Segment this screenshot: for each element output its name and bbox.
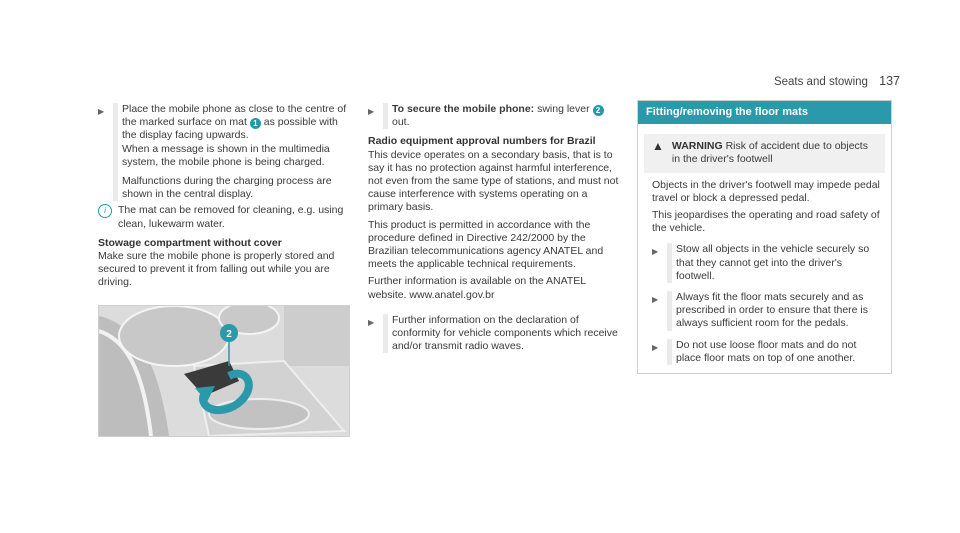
step-body: Always fit the floor mats securely and as prescribed in order to ensure that there is always sufficient room for the pedals. (667, 291, 881, 331)
step-secure-phone (368, 103, 620, 129)
warning-triangle-icon: ▲ (652, 139, 664, 154)
step-arrow-icon: ▶ (652, 247, 659, 257)
panel-title: Fitting/removing the floor mats (638, 101, 891, 124)
panel-body (638, 173, 891, 373)
step-declaration (368, 314, 620, 354)
body-text: Objects in the driver's footwell may impede pedal travel or block a depressed pedal. (652, 178, 880, 204)
body-text: This device operates on a secondary basis, that is to say it has no protection against harmful interference, not even from the same type of stations, and must not cause interference with systems operating on a primary basis. (368, 148, 619, 214)
page-number: 137 (879, 74, 900, 88)
step-text: Further information on the declaration of conformity for vehicle components which receive and/or transmit radio waves. (392, 313, 618, 353)
step-arrow-icon: ▶ (98, 107, 105, 116)
body-text: Further information is available on the ANATEL website. www.anatel.gov.br (368, 275, 586, 301)
column-1 (98, 103, 350, 290)
step-arrow-icon: ▶ (652, 295, 659, 305)
body-text: This product is permitted in accordance with the procedure defined in Directive 242/2000 by the Brazilian telecommunications agency ANATEL and meets the applicable technical requirements. (368, 218, 604, 271)
step-para: Malfunctions during the charging process are shown in the central display. (122, 175, 332, 201)
figure-marker-label: 2 (226, 329, 232, 340)
step-stow-objects (652, 243, 881, 283)
body-text: Make sure the mobile phone is properly stored and secured to prevent it from falling out while you are driving. (98, 250, 335, 289)
floor-mats-panel (637, 100, 892, 374)
section-title: Seats and stowing (773, 76, 868, 88)
note-text: The mat can be removed for cleaning, e.g. using clean, lukewarm water. (118, 204, 344, 230)
warning-text: WARNING Risk of accident due to objects in the driver's footwell (671, 140, 868, 166)
step-fit-mats (652, 291, 881, 331)
step-body (113, 103, 350, 201)
section-heading: Stowage compartment without cover (98, 236, 282, 249)
marker-badge: 2 (593, 105, 604, 116)
step-body (383, 103, 620, 129)
step-body: Stow all objects in the vehicle securely so that they cannot get into the driver's footwell. (667, 243, 881, 283)
page-header (774, 74, 900, 88)
figure-illustration (99, 306, 349, 436)
section-heading: Radio equipment approval numbers for Brazil (368, 135, 596, 148)
info-icon: i (98, 204, 112, 218)
step-para: When a message is shown in the multimedia system, the mobile phone is being charged. (122, 142, 330, 168)
step-body: Do not use loose floor mats and do not place floor mats on top of one another. (667, 339, 881, 365)
marker-badge: 1 (250, 118, 261, 129)
step-place-phone (98, 103, 350, 201)
body-text: This jeopardises the operating and road safety of the vehicle. (652, 209, 880, 235)
step-no-loose-mats (652, 339, 881, 365)
step-arrow-icon: ▶ (368, 317, 375, 327)
column-3 (637, 100, 890, 374)
info-note (98, 204, 350, 230)
step-arrow-icon: ▶ (652, 342, 659, 352)
step-text: To secure the mobile phone: swing lever 2 out. (392, 103, 620, 129)
column-2 (368, 103, 620, 353)
step-arrow-icon: ▶ (368, 107, 375, 116)
step-text: Place the mobile phone as close to the centre of the marked surface on mat 1 as possible with the display facing upwards. (122, 103, 347, 142)
figure-phone-lever (98, 305, 350, 437)
step-body (383, 314, 620, 354)
warning-box (644, 134, 885, 172)
